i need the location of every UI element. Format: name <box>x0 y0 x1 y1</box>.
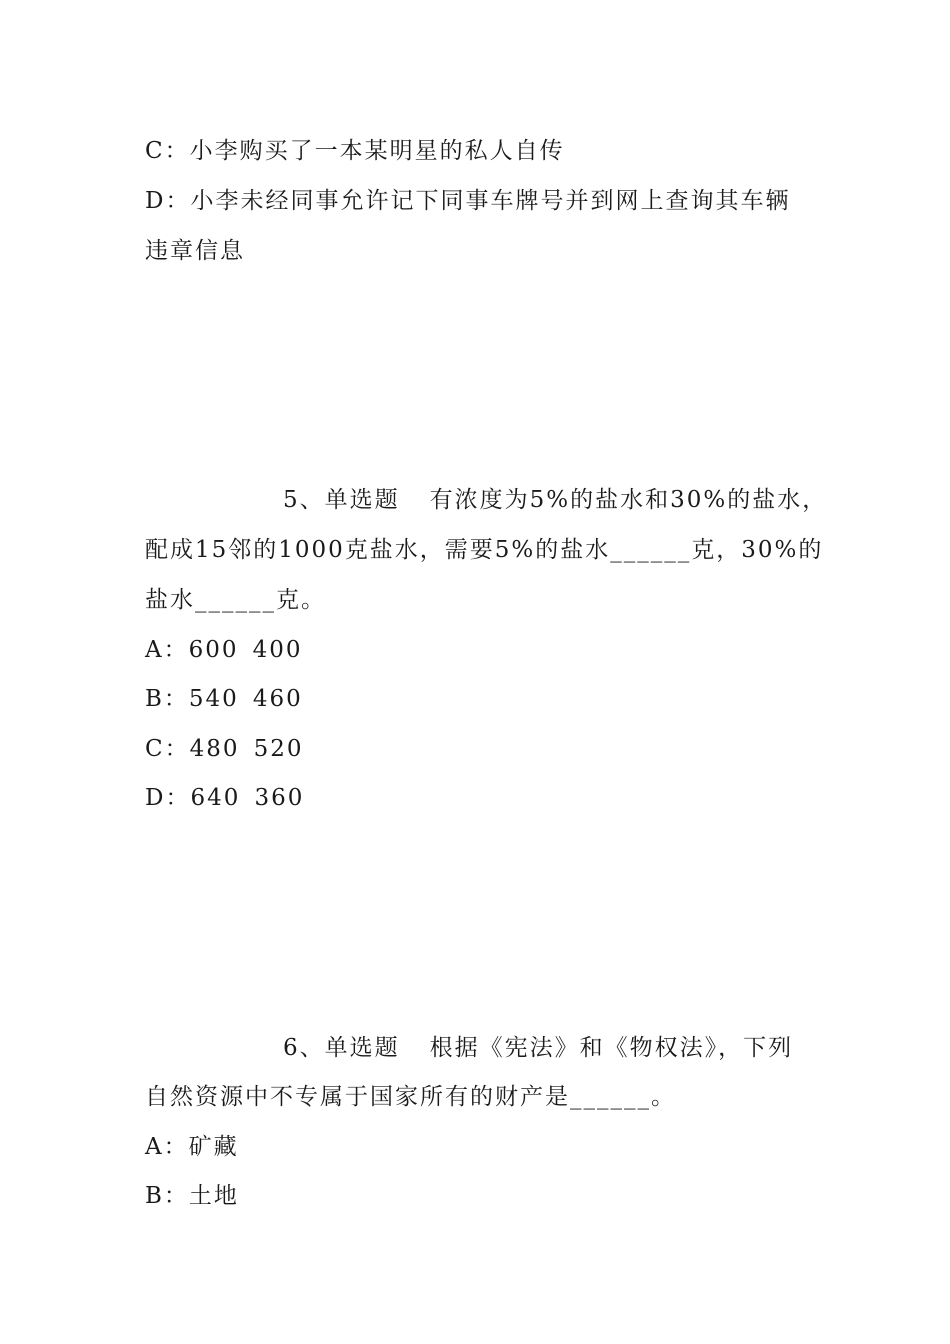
q6-stem-line1: 根据《宪法》和《物权法》，下列 <box>429 1035 794 1061</box>
q5-option-c-v2: 520 <box>253 736 304 762</box>
q5-option-d-label: D： <box>145 785 191 811</box>
q6-option-b: B：土地 <box>145 1183 239 1209</box>
q5-line1 <box>283 485 828 515</box>
q5-option-b <box>145 684 810 714</box>
option-d-line1: D：小李未经同事允许记下同事车牌号并到网上查询其车辆 <box>145 188 791 214</box>
q5-number: 5、单选题 <box>283 487 400 513</box>
q5-option-d-v1: 640 <box>190 785 241 811</box>
q5-stem-line1: 有浓度为5%的盐水和30%的盐水， <box>429 487 828 513</box>
q5-line3: 盐水______克。 <box>145 587 326 613</box>
option-c: C：小李购买了一本某明星的私人自传 <box>145 138 565 164</box>
q5-option-c-v1: 480 <box>189 736 240 762</box>
q5-option-b-v2: 460 <box>252 686 303 712</box>
q5-option-c <box>145 734 810 764</box>
q5-line2: 配成15邻的1000克盐水，需要5%的盐水______克，30%的 <box>145 537 824 563</box>
q5-option-d-v2: 360 <box>254 785 305 811</box>
option-d-line2: 违章信息 <box>145 238 245 264</box>
q5-option-a-label: A： <box>145 637 189 663</box>
q6-number: 6、单选题 <box>283 1035 400 1061</box>
q6-line2: 自然资源中不专属于国家所有的财产是______。 <box>145 1084 676 1110</box>
q5-option-b-label: B： <box>145 686 189 712</box>
q5-option-a <box>145 635 810 665</box>
q5-option-b-v1: 540 <box>188 686 239 712</box>
q5-option-a-v1: 600 <box>188 637 239 663</box>
q5-option-d <box>145 783 810 813</box>
q6-option-a: A：矿藏 <box>145 1134 239 1160</box>
q5-option-c-label: C： <box>145 736 190 762</box>
q6-line1 <box>283 1033 810 1063</box>
q5-option-a-v2: 400 <box>252 637 303 663</box>
